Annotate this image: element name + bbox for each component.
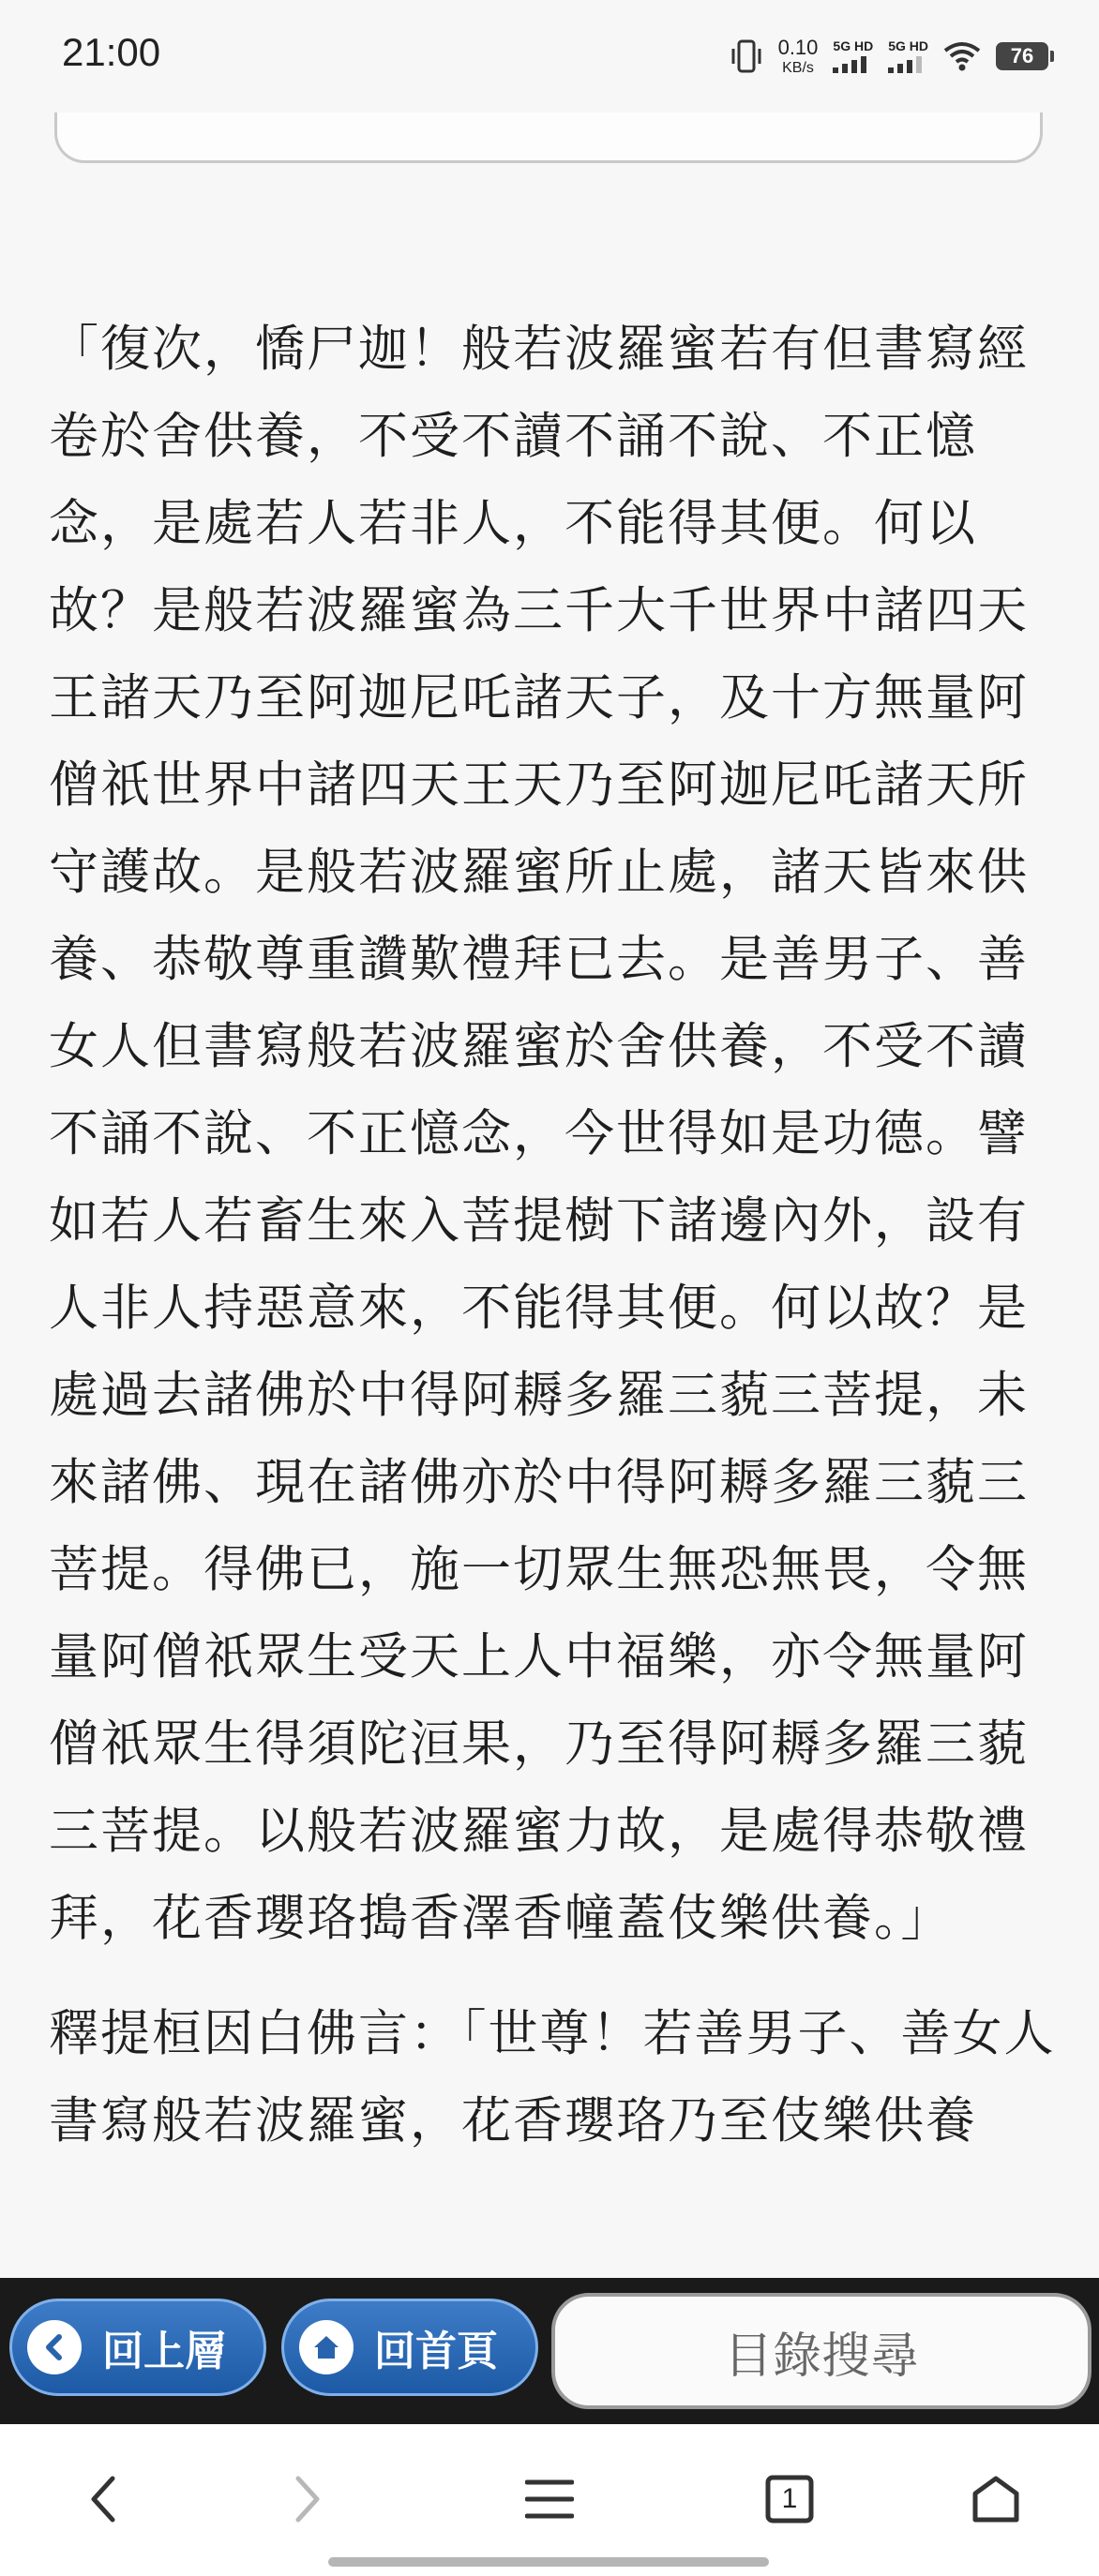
tabs-icon[interactable] — [752, 2462, 827, 2537]
signal-icon — [888, 56, 926, 73]
signal-icon — [833, 56, 870, 73]
signal-label: 5G HD — [888, 38, 928, 53]
back-button[interactable] — [9, 2299, 266, 2396]
signal-label: 5G HD — [833, 38, 874, 53]
wifi-icon — [943, 41, 981, 71]
menu-icon[interactable] — [512, 2462, 587, 2537]
signal-indicator-2 — [888, 39, 928, 73]
home-button-label: 回首頁 — [374, 2328, 498, 2375]
battery-icon — [996, 42, 1048, 70]
article-paragraph: 釋提桓因白佛言：「世尊！若善男子、善女人書寫般若波羅蜜，花香瓔珞乃至伎樂供養 — [49, 2005, 1056, 2149]
tab-count: 1 — [781, 2483, 798, 2514]
network-speed — [778, 37, 819, 76]
article-content — [49, 156, 1061, 2193]
forward-arrow-icon[interactable] — [270, 2462, 345, 2537]
battery-level: 76 — [1010, 44, 1034, 67]
chevron-left-icon — [27, 2320, 82, 2374]
browser-toolbar — [0, 2424, 1099, 2576]
back-arrow-icon[interactable] — [66, 2462, 141, 2537]
status-bar — [0, 0, 1099, 112]
home-button[interactable] — [281, 2299, 538, 2396]
signal-indicator-1 — [833, 39, 873, 73]
vibrate-icon — [730, 36, 763, 77]
directory-search-button[interactable]: 目錄搜尋 — [551, 2293, 1091, 2409]
network-speed-value: 0.10 — [777, 35, 819, 59]
back-button-label: 回上層 — [102, 2328, 226, 2375]
home-icon — [299, 2320, 354, 2374]
home-indicator[interactable] — [328, 2557, 769, 2567]
site-nav-bar — [0, 2278, 1099, 2424]
status-time: 21:00 — [62, 30, 161, 74]
article-paragraph: 「復次，憍尸迦！般若波羅蜜若有但書寫經卷於舍供養，不受不讀不誦不說、不正憶念，是處若人若非人，不能得其便。何以故？是般若波羅蜜為三千大千世界中諸四天王諸天乃至阿迦尼吒諸天子，及十方無量阿僧祇世界中諸四天王天乃至阿迦尼吒諸天所守護故。是般若波羅蜜所止處，諸天皆來供養、恭敬尊重讚歎禮拜已去。是善男子、善女人但書寫般若波羅蜜於舍供養，不受不讀不誦不說、不正憶念，今世得如是功德。譬如若人若畜生來入菩提樹下諸邊內外，設有人非人持惡意來，不能得其便。何以故？是處過去諸佛於中得阿耨多羅三藐三菩提，未來諸佛、現在諸佛亦於中得阿耨多羅三藐三菩提。得佛已，施一切眾生無恐無畏，令無量阿僧祇眾生受天上人中福樂，亦令無量阿僧祇眾生得須陀洹果，乃至得阿耨多羅三藐三菩提。以般若波羅蜜力故，是處得恭敬禮拜，花香瓔珞搗香澤香幢蓋伎樂供養。」 — [49, 321, 1029, 1947]
home-icon[interactable] — [958, 2462, 1033, 2537]
network-speed-unit: KB/s — [782, 59, 814, 76]
status-icons — [730, 30, 1048, 82]
